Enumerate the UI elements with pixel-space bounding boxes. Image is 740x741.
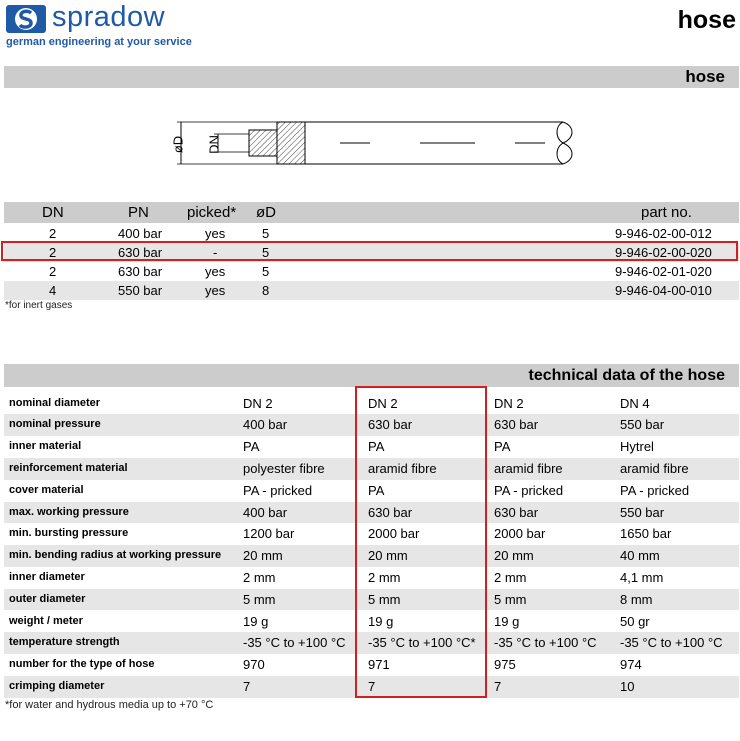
cell-value: 19 g	[368, 613, 394, 629]
cell-value: 2000 bar	[368, 526, 420, 542]
section-title: technical data of the hose	[528, 367, 725, 384]
cell-od: 5	[262, 264, 270, 279]
cell-value: 1200 bar	[243, 526, 295, 542]
highlight-column-frame	[355, 386, 487, 698]
cell-value: DN 2	[368, 395, 398, 411]
cell-value: 4,1 mm	[620, 569, 664, 585]
cell-dn: 2	[49, 264, 57, 279]
cell-value: 974	[620, 657, 642, 673]
cell-value: 5 mm	[243, 591, 276, 607]
page-title: hose	[677, 6, 736, 34]
cell-value: 8 mm	[620, 591, 653, 607]
cell-value: -35 °C to +100 °C	[243, 635, 346, 651]
cell-value: 7	[243, 678, 251, 694]
cell-value: -35 °C to +100 °C	[494, 635, 597, 651]
cell-value: polyester fibre	[243, 460, 325, 476]
cell-value: PA	[243, 439, 260, 455]
cell-value: 40 mm	[620, 548, 660, 564]
cell-pn: 400 bar	[118, 226, 163, 241]
row-label: nominal diameter	[9, 396, 101, 409]
hose-drawing	[165, 112, 575, 177]
row-label: outer diameter	[9, 592, 86, 605]
cell-value: DN 4	[620, 395, 650, 411]
cell-value: 550 bar	[620, 417, 665, 433]
cell-pricked: -	[213, 245, 218, 260]
col-part-no: part no.	[641, 204, 692, 221]
cell-value: 630 bar	[494, 417, 539, 433]
row-label: max. working pressure	[9, 505, 129, 518]
brand-tagline: german engineering at your service	[6, 36, 192, 48]
cell-value: DN 2	[494, 395, 524, 411]
cell-value: 630 bar	[368, 417, 413, 433]
cell-value: 19 g	[243, 613, 269, 629]
cell-pn: 630 bar	[118, 245, 163, 260]
cell-value: aramid fibre	[368, 460, 437, 476]
row-label: weight / meter	[9, 614, 83, 627]
parts-table-header	[4, 202, 739, 223]
cell-value: 2 mm	[243, 569, 276, 585]
col-dn: DN	[42, 204, 64, 221]
row-label: number for the type of hose	[9, 658, 155, 671]
row-label: reinforcement material	[9, 461, 128, 474]
row-label: cover material	[9, 483, 84, 496]
col-pn: PN	[128, 204, 149, 221]
cell-od: 5	[262, 245, 270, 260]
cell-value: aramid fibre	[494, 460, 563, 476]
cell-value: PA	[368, 439, 385, 455]
cell-value: 20 mm	[243, 548, 283, 564]
cell-value: 2 mm	[494, 569, 527, 585]
section-title: hose	[685, 67, 725, 86]
cell-od: 5	[262, 226, 270, 241]
cell-pn: 630 bar	[118, 264, 163, 279]
cell-value: 550 bar	[620, 504, 665, 520]
highlight-row-frame	[1, 241, 738, 261]
cell-value: -35 °C to +100 °C	[620, 635, 723, 651]
cell-part-no: 9-946-02-00-020	[615, 245, 712, 260]
row-label: min. bending radius at working pressure	[9, 549, 222, 562]
dimension-label-dn: DN	[206, 135, 222, 154]
cell-value: 50 gr	[620, 613, 650, 629]
cell-dn: 2	[49, 245, 57, 260]
cell-value: 2 mm	[368, 569, 401, 585]
cell-pricked: yes	[205, 226, 226, 241]
cell-part-no: 9-946-02-01-020	[615, 264, 712, 279]
table-row	[4, 262, 739, 281]
cell-value: PA	[494, 439, 511, 455]
brand-logo-icon	[6, 5, 46, 33]
cell-value: -35 °C to +100 °C*	[368, 635, 476, 651]
table-row	[4, 281, 739, 300]
cell-value: 630 bar	[368, 504, 413, 520]
row-label: min. bursting pressure	[9, 527, 129, 540]
cell-value: Hytrel	[620, 439, 654, 455]
cell-value: 20 mm	[368, 548, 408, 564]
row-label: nominal pressure	[9, 418, 101, 431]
cell-value: 10	[620, 678, 635, 694]
cell-dn: 4	[49, 283, 57, 298]
cell-value: 5 mm	[368, 591, 401, 607]
cell-value: PA - pricked	[620, 482, 690, 498]
cell-value: 19 g	[494, 613, 520, 629]
tech-footnote: *for water and hydrous media up to +70 °C	[5, 699, 214, 711]
col-pricked: picked*	[187, 204, 237, 221]
dimension-label-od: øD	[170, 135, 186, 154]
cell-value: PA	[368, 482, 385, 498]
cell-pn: 550 bar	[118, 283, 163, 298]
cell-value: 400 bar	[243, 417, 288, 433]
cell-value: 7	[368, 678, 376, 694]
row-label: temperature strength	[9, 636, 120, 649]
cell-value: 7	[494, 678, 502, 694]
cell-part-no: 9-946-04-00-010	[615, 283, 712, 298]
cell-value: 1650 bar	[620, 526, 672, 542]
parts-footnote: *for inert gases	[5, 300, 73, 311]
col-od: øD	[256, 204, 276, 221]
cell-value: 971	[368, 657, 390, 673]
cell-dn: 2	[49, 226, 57, 241]
cell-value: PA - pricked	[494, 482, 564, 498]
row-label: inner material	[9, 440, 82, 453]
cell-value: PA - pricked	[243, 482, 313, 498]
cell-value: 970	[243, 657, 265, 673]
row-label: inner diameter	[9, 570, 85, 583]
cell-value: 400 bar	[243, 504, 288, 520]
cell-value: 975	[494, 657, 516, 673]
cell-od: 8	[262, 283, 270, 298]
row-label: crimping diameter	[9, 679, 105, 692]
cell-value: aramid fibre	[620, 460, 689, 476]
cell-value: DN 2	[243, 395, 273, 411]
cell-part-no: 9-946-02-00-012	[615, 226, 712, 241]
section-bar-technical-data	[4, 364, 739, 387]
brand-name: spradow	[52, 1, 166, 33]
cell-value: 630 bar	[494, 504, 539, 520]
cell-value: 2000 bar	[494, 526, 546, 542]
section-bar-hose	[4, 66, 739, 88]
cell-pricked: yes	[205, 264, 226, 279]
cell-pricked: yes	[205, 283, 226, 298]
cell-value: 5 mm	[494, 591, 527, 607]
cell-value: 20 mm	[494, 548, 534, 564]
